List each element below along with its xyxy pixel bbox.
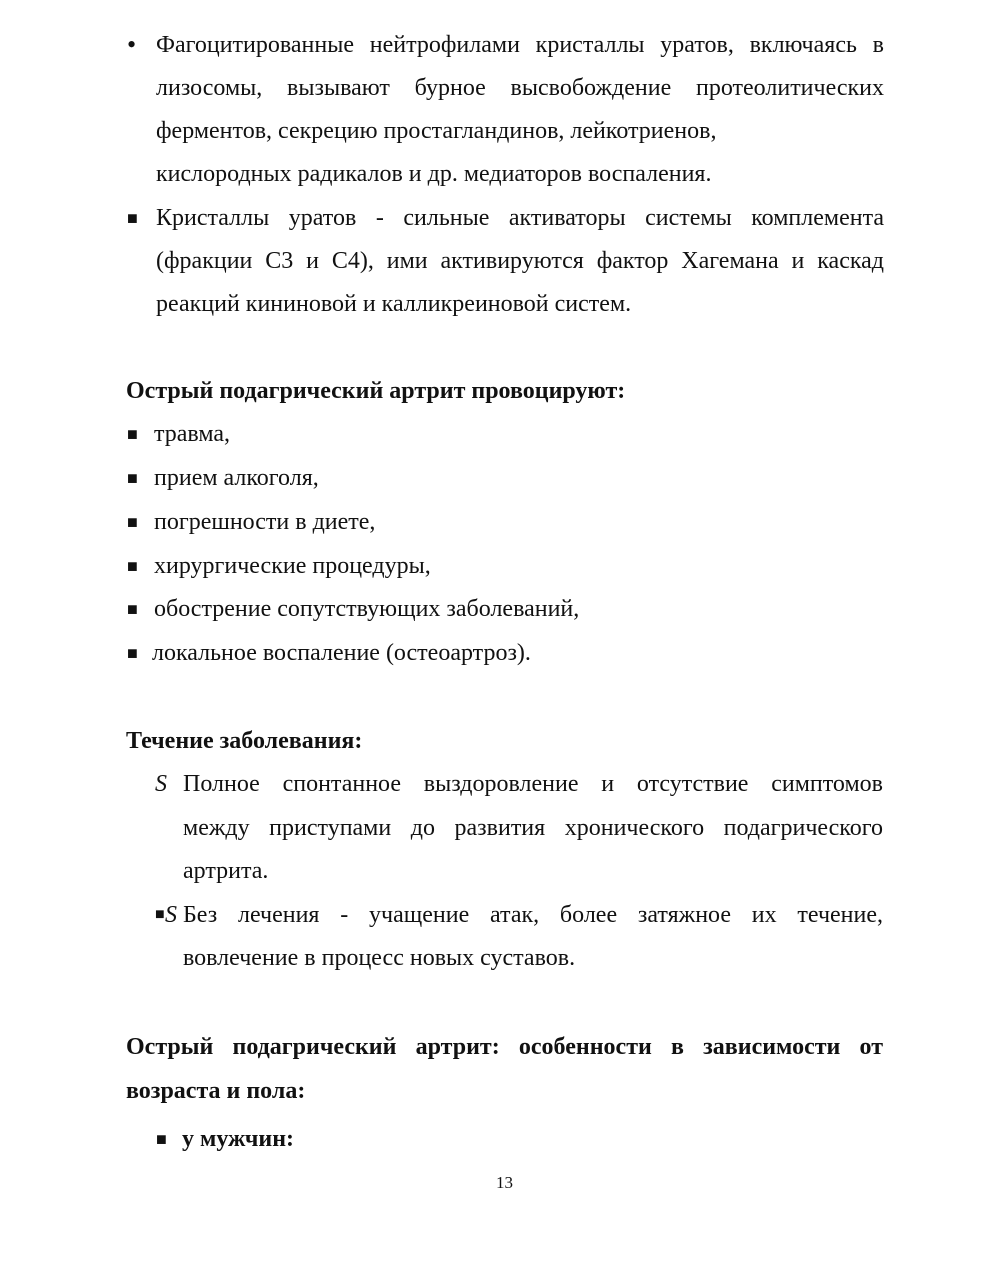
course-heading: Течение заболевания: — [126, 728, 363, 754]
provoke-heading: Острый подагрический артрит провоцируют: — [126, 378, 626, 404]
bullet-square: ■ — [127, 468, 138, 488]
bullet-square: ■ — [127, 599, 138, 619]
course-item2-line-1: Без лечения - учащение атак, более затяжное их течение, — [183, 902, 883, 928]
bullet-square: ■ — [127, 424, 138, 444]
block1-line-4: кислородных радикалов и др. медиаторов воспаления. — [156, 161, 712, 187]
provoke-item-1: травма, — [154, 421, 231, 447]
check-marker: S — [155, 771, 167, 797]
course-item1-line-1: Полное спонтанное выздоровление и отсутствие симптомов — [183, 771, 883, 797]
provoke-item-4: хирургические процедуры, — [154, 553, 431, 579]
block1-line-3: ферментов, секрецию простагландинов, лейкотриенов, — [156, 118, 717, 144]
course-item2-line-2: вовлечение в процесс новых суставов. — [183, 945, 576, 971]
age-sex-heading-line-1: Острый подагрический артрит: особенности в зависимости от — [126, 1034, 883, 1060]
bullet-square: ■ — [127, 512, 138, 532]
block1-line-2: лизосомы, вызывают бурное высвобождение протеолитических — [156, 75, 884, 101]
block2-line-1: Кристаллы уратов - сильные активаторы системы комплемента — [156, 205, 884, 231]
provoke-item-3: погрешности в диете, — [154, 509, 376, 535]
course-item1-line-2: между приступами до развития хронического подагрического — [183, 815, 883, 841]
bullet-square: ■ — [127, 208, 138, 228]
bullet-square: ■ — [127, 556, 138, 576]
provoke-item-2: прием алкоголя, — [154, 465, 319, 491]
bullet-square: ■ — [127, 643, 138, 663]
check-marker: S — [165, 902, 177, 928]
block2-line-3: реакций кининовой и калликреиновой систем. — [156, 291, 632, 317]
block1-line-1: Фагоцитированные нейтрофилами кристаллы уратов, включаясь в — [156, 32, 884, 58]
men-subitem: у мужчин: — [182, 1126, 295, 1152]
bullet-dot: • — [127, 30, 137, 59]
bullet-square: ■ — [156, 1129, 167, 1149]
age-sex-heading-line-2: возраста и пола: — [126, 1078, 306, 1104]
page-number: 13 — [496, 1173, 513, 1192]
provoke-item-5: обострение сопутствующих заболеваний, — [154, 596, 580, 622]
bullet-square: ■ — [155, 906, 165, 923]
provoke-item-6: локальное воспаление (остеоартроз). — [152, 640, 531, 666]
course-item1-line-3: артрита. — [183, 858, 269, 884]
block2-line-2: (фракции С3 и С4), ими активируются фактор Хагемана и каскад — [156, 248, 884, 274]
